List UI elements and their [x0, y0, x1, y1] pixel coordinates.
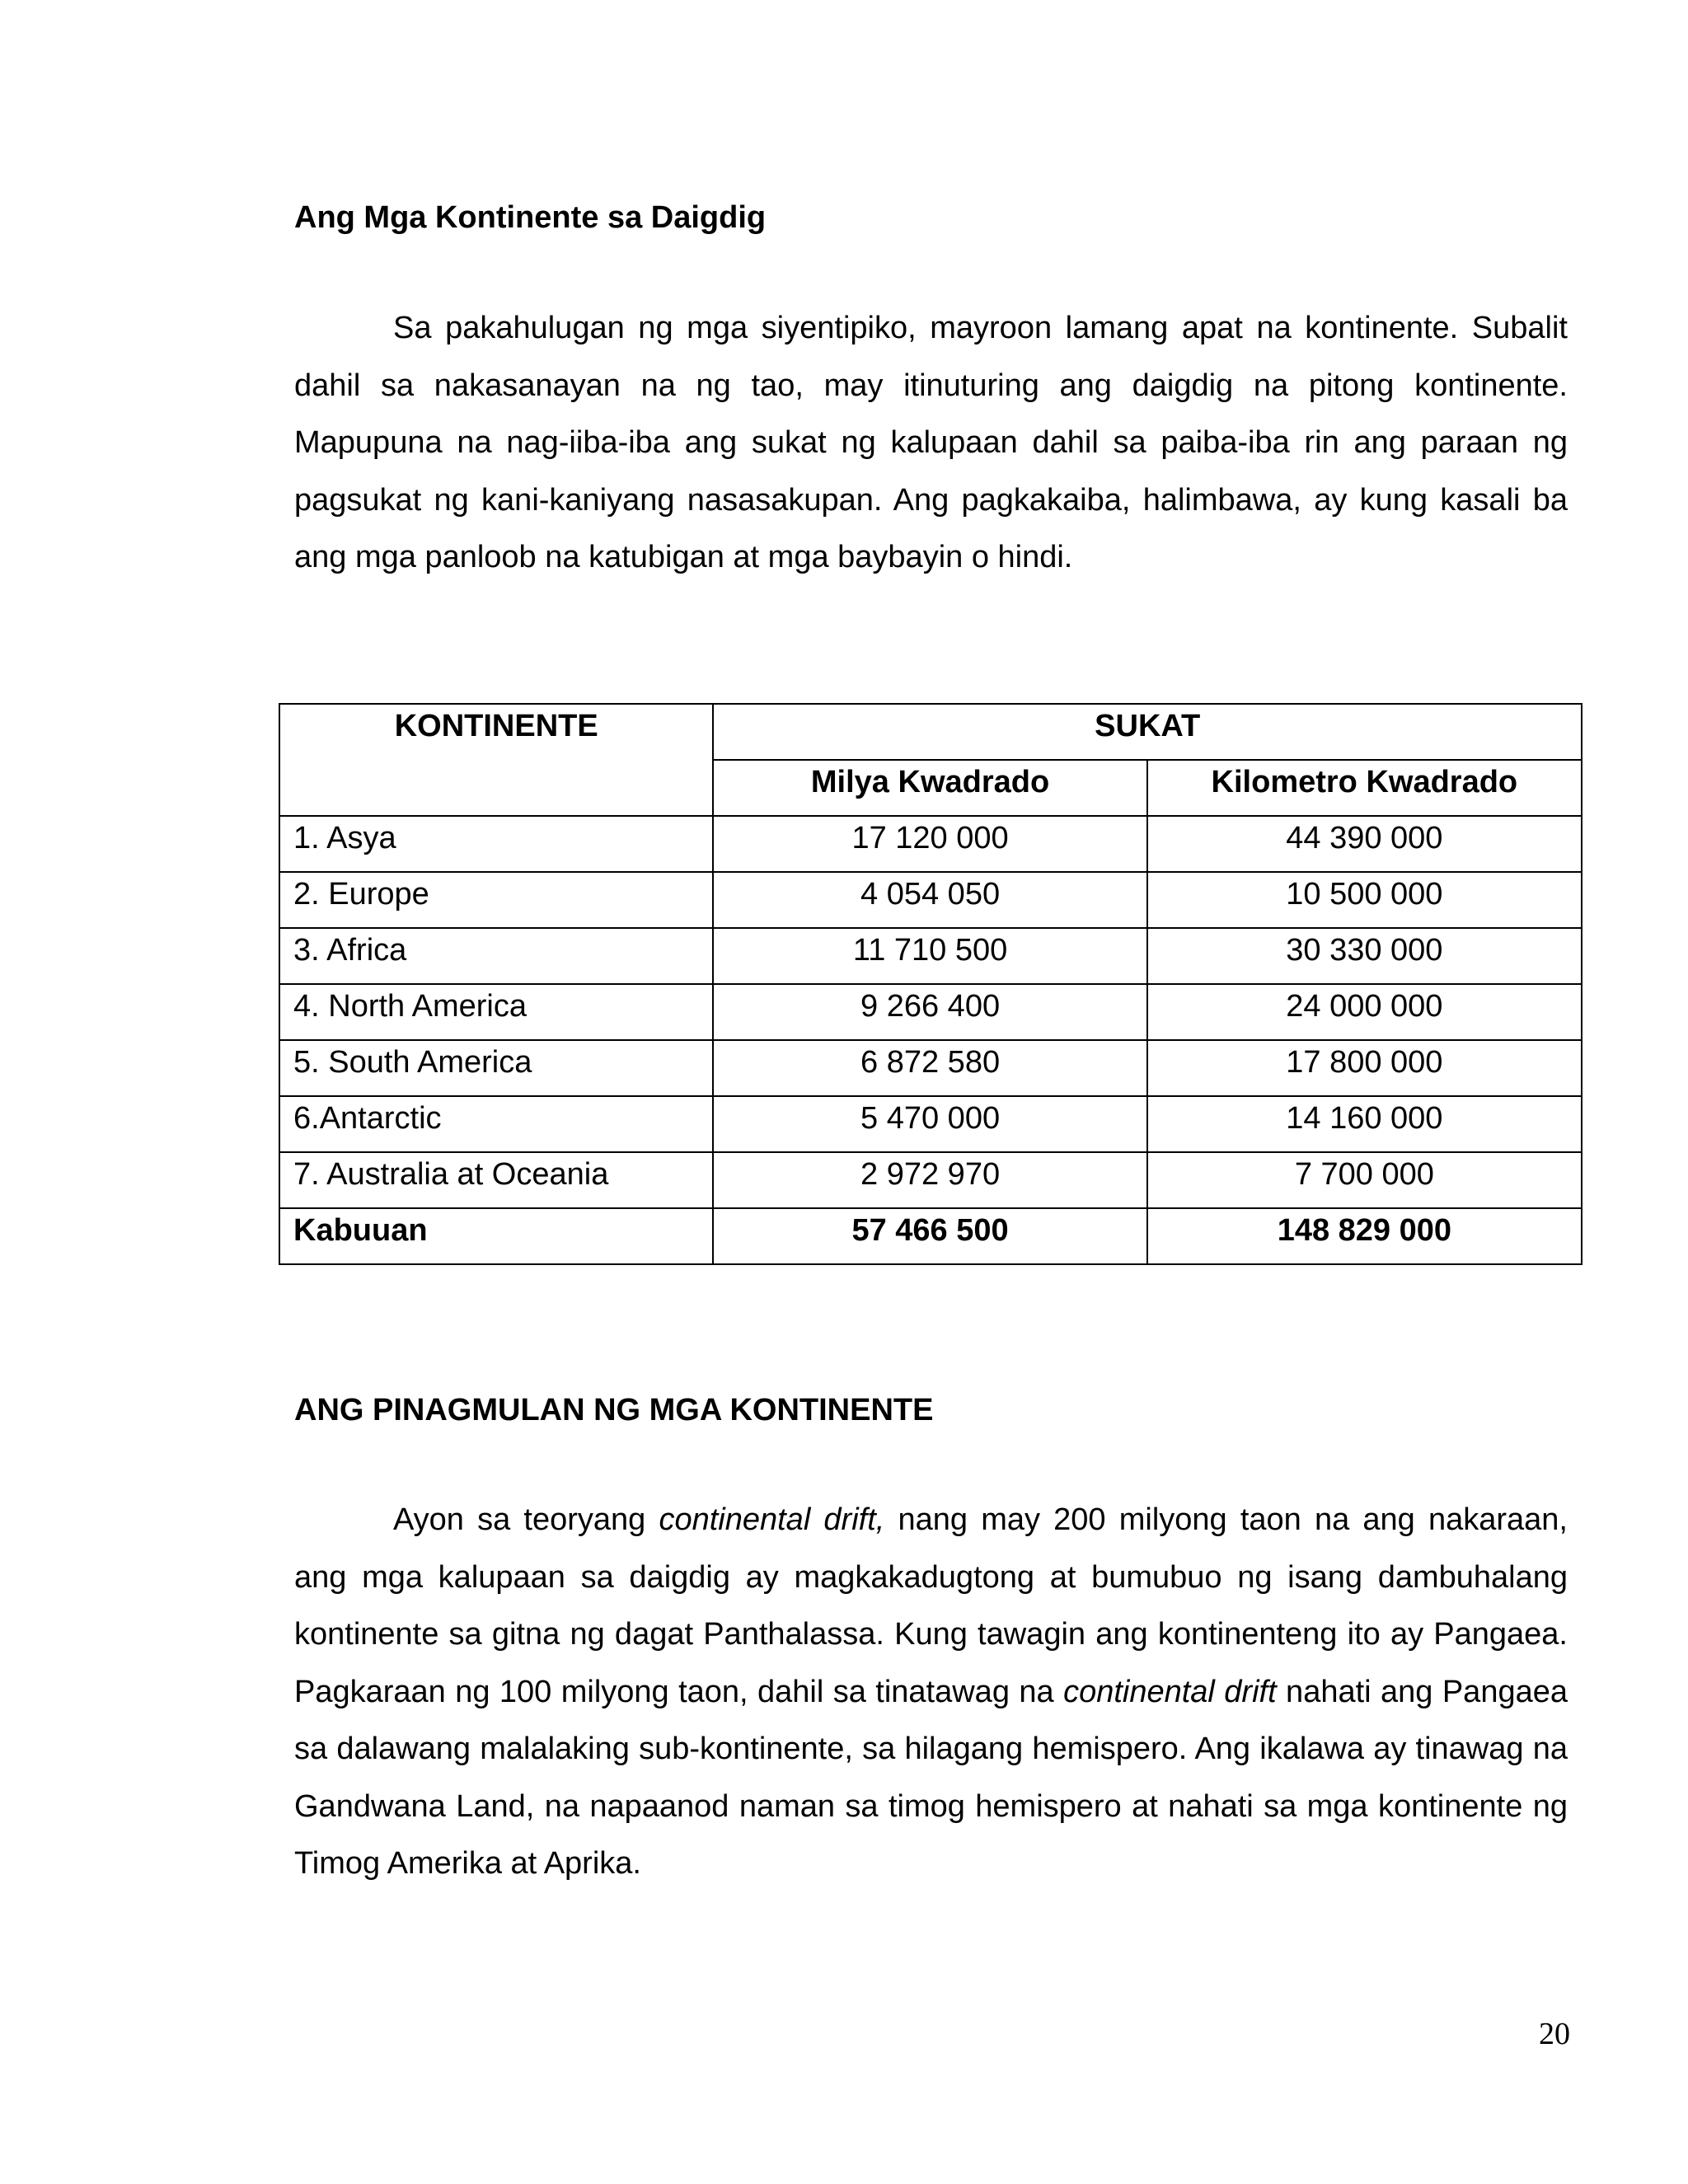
- origin-text-part2: nang may 200 milyong taon na ang nakaraan, ang mga kalupaan sa daigdig ay magkakadugtong at bumubuo ng isang dambuhalang kontinente sa gitna ng dagat Panthalassa. Kung tawagin ang kontinenteng ito ay Pangaea. Pagkaraan ng 100 milyong taon, dahil sa tinatawag na: [294, 1502, 1568, 1709]
- table-header-row: [279, 704, 1582, 760]
- intro-paragraph: [294, 300, 1568, 587]
- continent-name: 4. North America: [279, 984, 713, 1040]
- origin-italic-term-2: continental drift: [1063, 1674, 1277, 1709]
- table-row: [279, 1152, 1582, 1208]
- header-size: SUKAT: [713, 704, 1582, 760]
- table-row: [279, 1040, 1582, 1096]
- section-heading-origin: ANG PINAGMULAN NG MGA KONTINENTE: [294, 1393, 934, 1427]
- square-km-value: 7 700 000: [1147, 1152, 1582, 1208]
- square-miles-value: 9 266 400: [713, 984, 1146, 1040]
- origin-text-part3: nahati ang Pangaea sa dalawang malalaking sub-kontinente, sa hilagang hemispero. Ang ikalawa ay tinawag na Gandwana Land, na napaanod naman sa timog hemispero at nahati sa mga kontinente ng Timog Amerika at Aprika.: [294, 1674, 1568, 1881]
- continent-size-table: [279, 703, 1582, 1265]
- header-continent: KONTINENTE: [279, 704, 713, 816]
- intro-paragraph-text: Sa pakahulugan ng mga siyentipiko, mayroon lamang apat na kontinente. Subalit dahil sa nakasanayan na ng tao, may itinuturing ang daigdig na pitong kontinente. Mapupuna na nag-iiba-iba ang sukat ng kalupaan dahil sa paiba-iba rin ang paraan ng pagsukat ng kani-kaniyang nasasakupan. Ang pagkakaiba, halimbawa, ay kung kasali ba ang mga panloob na katubigan at mga baybayin o hindi.: [294, 311, 1568, 574]
- square-miles-value: 4 054 050: [713, 872, 1146, 928]
- square-miles-value: 17 120 000: [713, 816, 1146, 872]
- continent-name: 3. Africa: [279, 928, 713, 984]
- square-miles-value: 6 872 580: [713, 1040, 1146, 1096]
- continent-name: 1. Asya: [279, 816, 713, 872]
- table-row: [279, 1096, 1582, 1152]
- square-km-value: 30 330 000: [1147, 928, 1582, 984]
- table-row: [279, 816, 1582, 872]
- square-km-value: 24 000 000: [1147, 984, 1582, 1040]
- continent-name: 7. Australia at Oceania: [279, 1152, 713, 1208]
- table-total-row: [279, 1208, 1582, 1264]
- continent-name: 2. Europe: [279, 872, 713, 928]
- section-heading-continents: Ang Mga Kontinente sa Daigdig: [294, 200, 767, 235]
- total-label: Kabuuan: [279, 1208, 713, 1264]
- square-km-value: 10 500 000: [1147, 872, 1582, 928]
- square-km-value: 17 800 000: [1147, 1040, 1582, 1096]
- origin-italic-term-1: continental drift,: [659, 1502, 885, 1537]
- continent-name: 5. South America: [279, 1040, 713, 1096]
- origin-paragraph: [294, 1492, 1568, 1893]
- origin-text-part1: Ayon sa teoryang: [393, 1502, 659, 1537]
- page-number: 20: [1539, 2017, 1570, 2051]
- table-row: [279, 984, 1582, 1040]
- table-row: [279, 872, 1582, 928]
- square-miles-value: 2 972 970: [713, 1152, 1146, 1208]
- total-square-km: 148 829 000: [1147, 1208, 1582, 1264]
- square-km-value: 14 160 000: [1147, 1096, 1582, 1152]
- total-square-miles: 57 466 500: [713, 1208, 1146, 1264]
- square-km-value: 44 390 000: [1147, 816, 1582, 872]
- square-miles-value: 5 470 000: [713, 1096, 1146, 1152]
- continent-name: 6.Antarctic: [279, 1096, 713, 1152]
- header-square-kilometers: Kilometro Kwadrado: [1147, 760, 1582, 816]
- header-square-miles: Milya Kwadrado: [713, 760, 1146, 816]
- table-row: [279, 928, 1582, 984]
- square-miles-value: 11 710 500: [713, 928, 1146, 984]
